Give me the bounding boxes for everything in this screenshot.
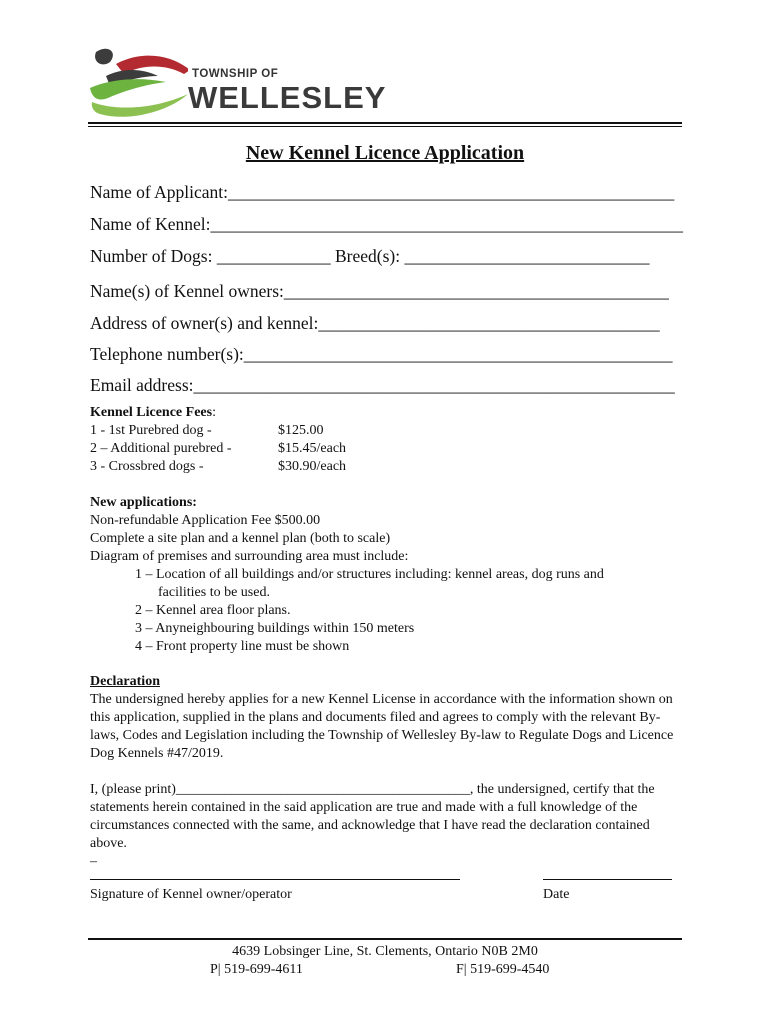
dash-mark: – bbox=[90, 854, 97, 869]
logo-township-text: TOWNSHIP OF bbox=[192, 68, 279, 80]
footer-phone: P| 519-699-4611 bbox=[210, 962, 303, 977]
diagram-item: 1 – Location of all buildings and/or structures including: kennel areas, dog runs and bbox=[135, 567, 604, 582]
signature-label: Signature of Kennel owner/operator bbox=[90, 887, 292, 902]
footer-rule bbox=[88, 938, 682, 940]
wellesley-leaf-icon bbox=[88, 42, 188, 122]
kennel-owners-field[interactable]: Name(s) of Kennel owners:____________________________________________ bbox=[90, 281, 669, 301]
footer-address: 4639 Lobsinger Line, St. Clements, Ontario N0B 2M0 bbox=[232, 944, 538, 959]
diagram-item: 3 – Anyneighbouring buildings within 150 meters bbox=[135, 621, 415, 636]
telephone-field[interactable]: Telephone number(s):_________________________________________________ bbox=[90, 344, 673, 364]
dogs-breeds-field[interactable]: Number of Dogs: _____________ Breed(s): ____________________________ bbox=[90, 246, 650, 266]
page-title: New Kennel Licence Application bbox=[245, 142, 525, 164]
date-label: Date bbox=[543, 887, 570, 902]
declaration-heading: Declaration bbox=[90, 674, 160, 689]
signature-line[interactable] bbox=[90, 879, 460, 880]
diagram-item-continued: facilities to be used. bbox=[158, 585, 270, 600]
applicant-name-field[interactable]: Name of Applicant:___________________________________________________ bbox=[90, 182, 675, 202]
email-field[interactable]: Email address:_______________________________________________________ bbox=[90, 375, 675, 395]
new-applications-heading: New applications: bbox=[90, 495, 197, 510]
requirement-line: Diagram of premises and surrounding area must include: bbox=[90, 549, 409, 564]
header-rule bbox=[88, 122, 682, 124]
owner-address-field[interactable]: Address of owner(s) and kennel:_______________________________________ bbox=[90, 313, 660, 333]
footer-fax: F| 519-699-4540 bbox=[456, 962, 550, 977]
fee-row-label: 2 – Additional purebred - bbox=[90, 441, 232, 456]
fee-row-amount: $125.00 bbox=[278, 423, 324, 438]
fee-row-label: 1 - 1st Purebred dog - bbox=[90, 423, 212, 438]
fee-row-label: 3 - Crossbred dogs - bbox=[90, 459, 204, 474]
header-rule-thin bbox=[88, 126, 682, 127]
date-line[interactable] bbox=[543, 879, 672, 880]
diagram-item: 2 – Kennel area floor plans. bbox=[135, 603, 291, 618]
logo-wellesley-text: WELLESLEY bbox=[188, 80, 387, 115]
fee-row-amount: $30.90/each bbox=[278, 459, 347, 474]
requirement-line: Complete a site plan and a kennel plan (both to scale) bbox=[90, 531, 391, 546]
fee-row-amount: $15.45/each bbox=[278, 441, 347, 456]
fees-heading: Kennel Licence Fees: bbox=[90, 405, 216, 420]
kennel-name-field[interactable]: Name of Kennel:______________________________________________________ bbox=[90, 214, 684, 234]
diagram-item: 4 – Front property line must be shown bbox=[135, 639, 350, 654]
requirement-line: Non-refundable Application Fee $500.00 bbox=[90, 513, 321, 528]
declaration-text: The undersigned hereby applies for a new Kennel License in accordance with the information shown on this application, supplied in the plans and documents filed and agrees to comply with the relevant By-laws, Codes and Legislation including the Township of Wellesley By-law to Regulate Dogs and Licence Dog Kennels #47/2019. bbox=[90, 692, 674, 761]
certification-text[interactable]: I, (please print)__________________________________________, the undersigned, certify that the statements herein contained in the said application are true and made with a full knowledge of the circumstances connected with the same, and acknowledge that I have read the declaration contained above. bbox=[90, 782, 655, 851]
